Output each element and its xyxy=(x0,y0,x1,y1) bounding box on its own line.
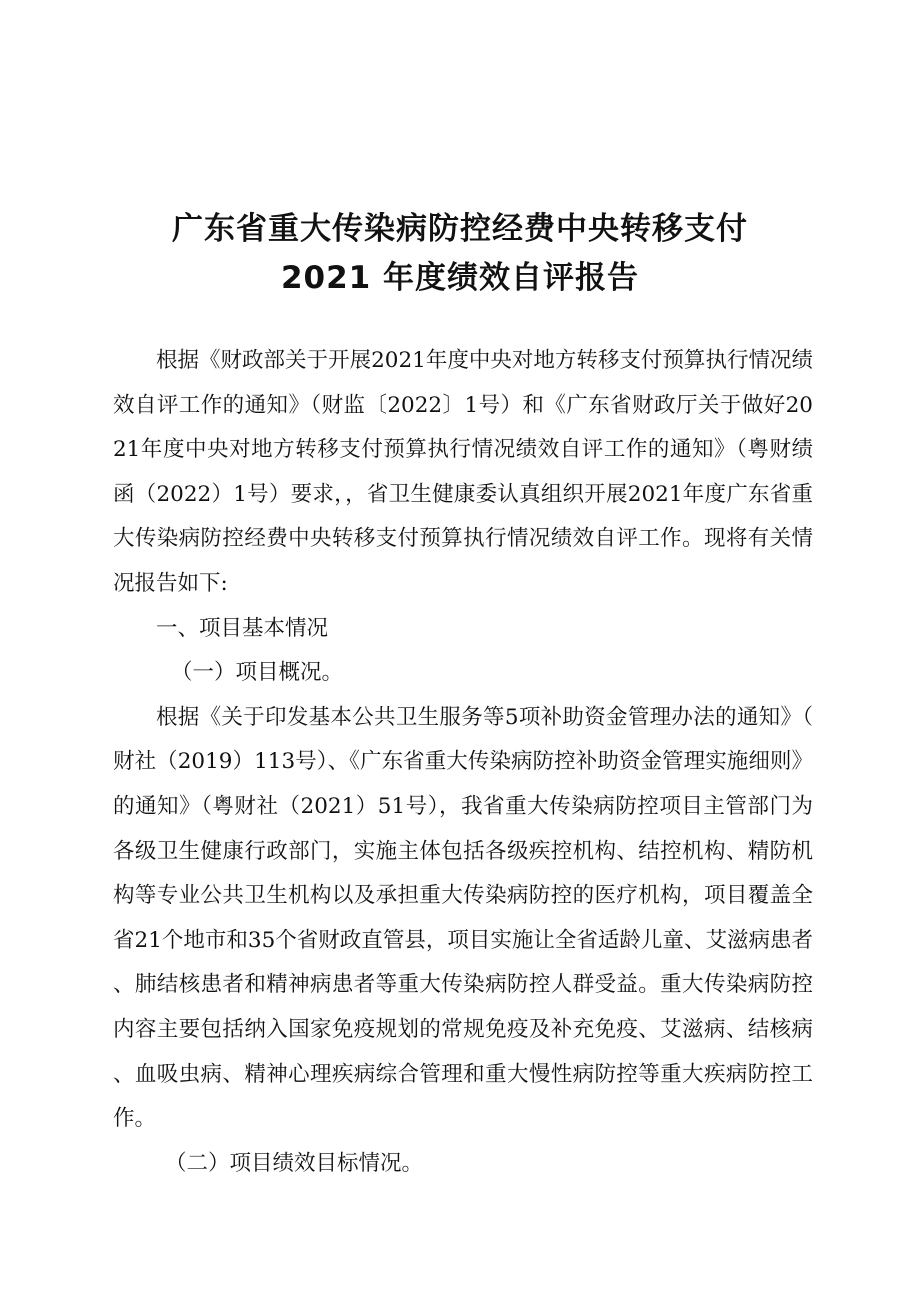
subsection-1-heading: （一）项目概况。 xyxy=(171,660,344,686)
document-body xyxy=(113,339,813,1186)
section-1-heading: 一、项目基本情况 xyxy=(156,615,329,641)
document-title-line-2: 2021 年度绩效自评报告 xyxy=(280,260,640,296)
subsection-2-heading: （二）项目绩效目标情况。 xyxy=(165,1150,424,1176)
subsection-1-paragraph: 根据《关于印发基本公共卫生服务等5项补助资金管理办法的通知》（财社（2019）113号）、《广东省重大传染病防控补助资金管理实施细则》的通知》（粤财社（2021）51号），我省重大传染病防控项目主管部门为各级卫生健康行政部门，实施主体包括各级疾控机构、结控机构、精防机构等专业公共卫生机构以及承担重大传染病防控的医疗机构，项目覆盖全省21个地市和35个省财政直管县，项目实施让全省适龄儿童、艾滋病患者、肺结核患者和精神病患者等重大传染病防控人群受益。重大传染病防控内容主要包括纳入国家免疫规划的常规免疫及补充免疫、艾滋病、结核病、血吸虫病、精神心理疾病综合管理和重大慢性病防控等重大疾病防控工作。 xyxy=(113,704,813,1132)
document-title-line-1: 广东省重大传染病防控经费中央转移支付 xyxy=(172,211,748,247)
intro-paragraph: 根据《财政部关于开展2021年度中央对地方转移支付预算执行情况绩效自评工作的通知》（财监〔2022〕1号）和《广东省财政厅关于做好2021年度中央对地方转移支付预算执行情况绩效自评工作的通知》（粤财绩函（2022）1号）要求，，省卫生健康委认真组织开展2021年度广东省重大传染病防控经费中央转移支付预算执行情况绩效自评工作。现将有关情况报告如下: xyxy=(113,348,813,596)
